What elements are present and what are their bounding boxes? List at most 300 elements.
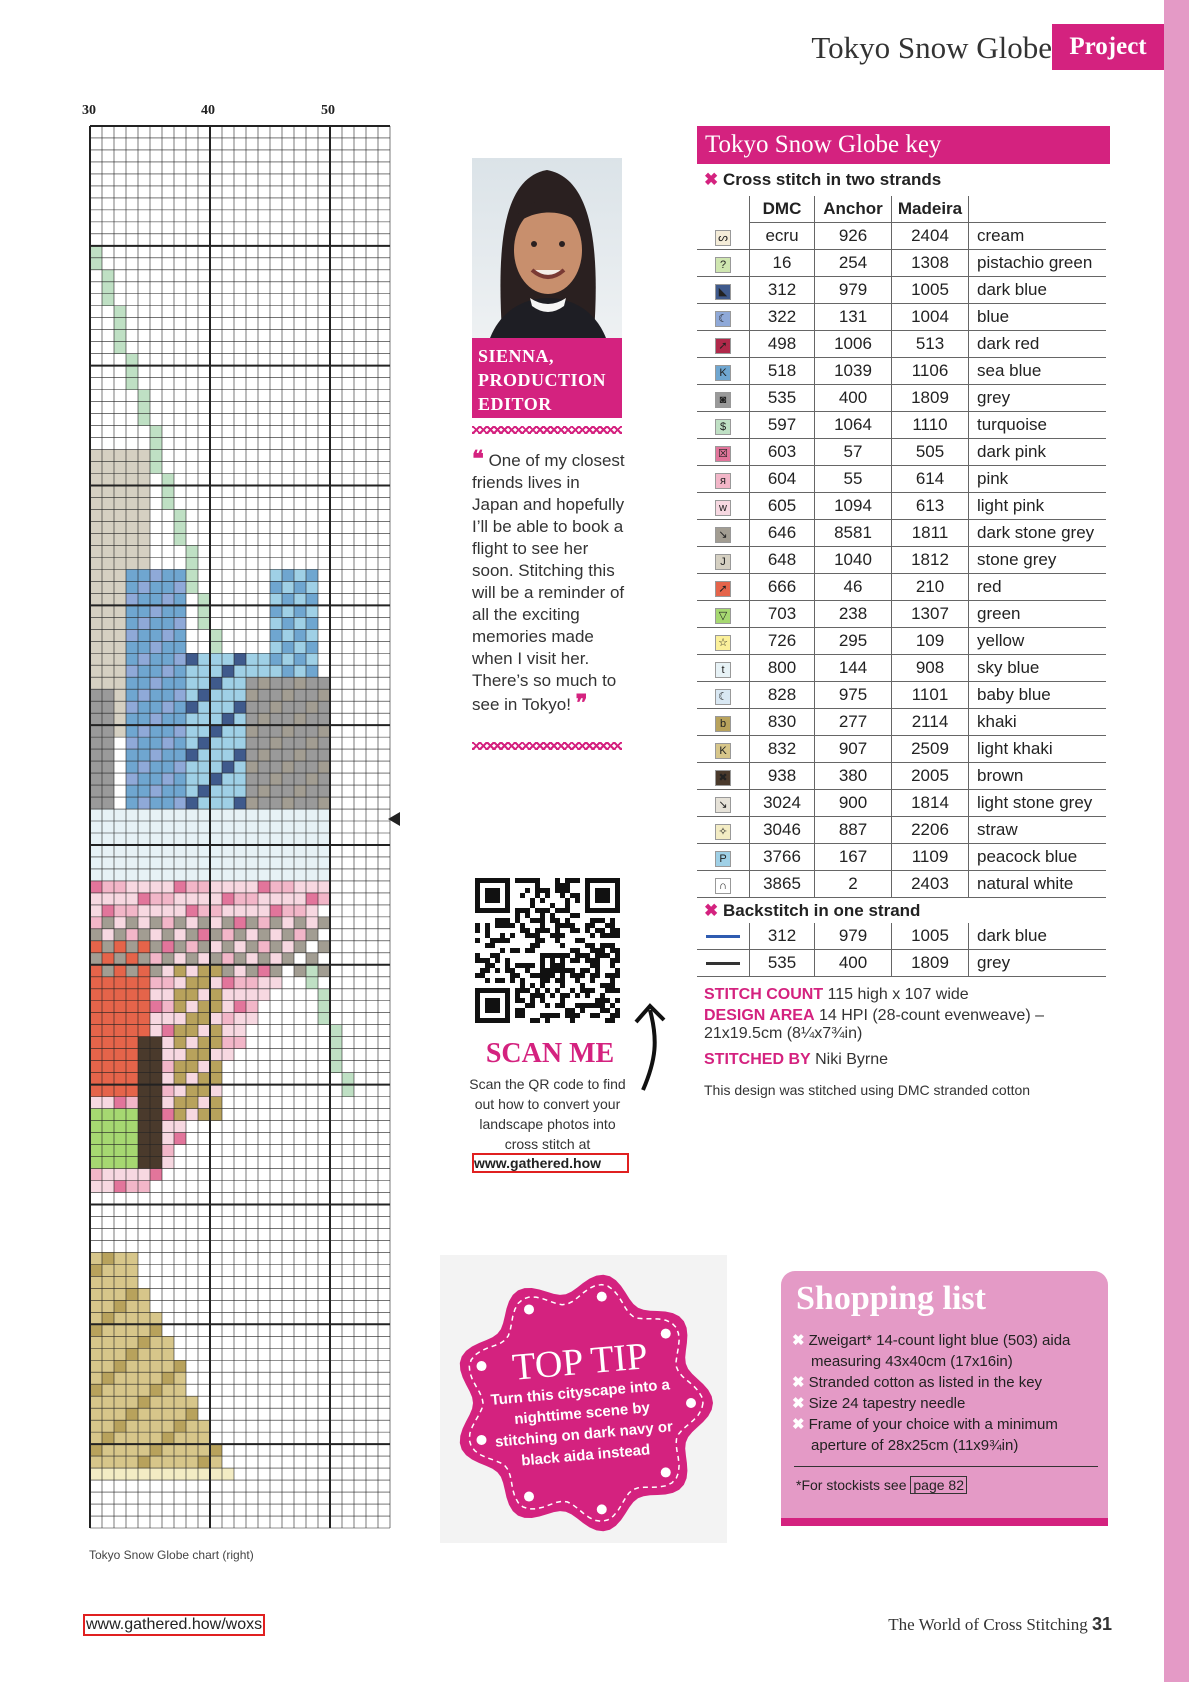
qr-module bbox=[485, 928, 490, 933]
stitch-cell bbox=[90, 1444, 102, 1456]
stitch-cell bbox=[138, 689, 150, 701]
stitch-cell bbox=[174, 617, 186, 629]
qr-module bbox=[550, 903, 555, 908]
stitch-cell bbox=[114, 1025, 126, 1037]
stitch-cell bbox=[186, 1085, 198, 1097]
stitch-cell bbox=[234, 677, 246, 689]
stitch-cell bbox=[138, 797, 150, 809]
stitch-cell bbox=[306, 701, 318, 713]
stitch-cell bbox=[186, 1420, 198, 1432]
design-info bbox=[704, 986, 1104, 1069]
stitch-cell bbox=[270, 917, 282, 929]
dmc-cell: 3865 bbox=[750, 871, 815, 898]
qr-module bbox=[510, 978, 515, 983]
qr-module bbox=[480, 973, 485, 978]
stitch-cell bbox=[150, 905, 162, 917]
stitch-cell bbox=[138, 1145, 150, 1157]
editor-name-label bbox=[472, 338, 622, 418]
qr-module bbox=[600, 1008, 605, 1013]
stitch-cell bbox=[198, 1097, 210, 1109]
stitch-cell bbox=[102, 617, 114, 629]
stitch-cell bbox=[150, 426, 162, 438]
stitch-cell bbox=[246, 977, 258, 989]
stitch-cell bbox=[114, 713, 126, 725]
stitch-cell bbox=[198, 1432, 210, 1444]
qr-module bbox=[560, 883, 565, 888]
stitch-cell bbox=[162, 1025, 174, 1037]
stitch-cell bbox=[114, 462, 126, 474]
stitch-cell bbox=[174, 1133, 186, 1145]
stitch-cell bbox=[258, 725, 270, 737]
stitch-cell bbox=[114, 1264, 126, 1276]
stitch-cell bbox=[186, 689, 198, 701]
dmc-cell: 597 bbox=[750, 412, 815, 439]
stitch-cell bbox=[114, 701, 126, 713]
key-row bbox=[697, 493, 1106, 520]
stitch-cell bbox=[162, 725, 174, 737]
stitch-cell bbox=[258, 953, 270, 965]
stitch-cell bbox=[258, 665, 270, 677]
stitch-cell bbox=[90, 1037, 102, 1049]
qr-module bbox=[485, 943, 490, 948]
qr-module bbox=[585, 968, 590, 973]
stitch-cell bbox=[246, 653, 258, 665]
qr-module bbox=[515, 1008, 520, 1013]
stitch-cell bbox=[114, 1133, 126, 1145]
stitch-cell bbox=[102, 1396, 114, 1408]
stitch-cell bbox=[234, 917, 246, 929]
stitch-cell bbox=[294, 617, 306, 629]
stitch-cell bbox=[102, 593, 114, 605]
stitch-cell bbox=[150, 1336, 162, 1348]
qr-module bbox=[475, 973, 480, 978]
stitch-cell bbox=[198, 761, 210, 773]
stitch-cell bbox=[126, 833, 138, 845]
stitch-cell bbox=[186, 581, 198, 593]
stitch-cell bbox=[138, 1097, 150, 1109]
stitch-cell bbox=[126, 1300, 138, 1312]
stitch-cell bbox=[138, 749, 150, 761]
stitch-cell bbox=[102, 641, 114, 653]
stitch-cell bbox=[126, 1073, 138, 1085]
design-area-label: DESIGN AREA bbox=[704, 1007, 815, 1024]
key-row bbox=[697, 709, 1106, 736]
stitch-cell bbox=[114, 1252, 126, 1264]
stitch-cell bbox=[282, 569, 294, 581]
stitch-cell bbox=[138, 881, 150, 893]
anchor-cell: 8581 bbox=[815, 520, 892, 547]
stitch-cell bbox=[102, 725, 114, 737]
qr-module bbox=[560, 888, 565, 893]
stitch-cell bbox=[126, 1252, 138, 1264]
qr-module bbox=[595, 998, 600, 1003]
stitch-cell bbox=[138, 1360, 150, 1372]
stitch-cell bbox=[114, 725, 126, 737]
stitch-cell bbox=[222, 989, 234, 1001]
stitch-cell bbox=[102, 809, 114, 821]
stitch-cell bbox=[234, 1037, 246, 1049]
cross-stitch-heading: ✖ Cross stitch in two strands bbox=[704, 170, 942, 189]
stitch-cell bbox=[114, 1468, 126, 1480]
dmc-cell: 648 bbox=[750, 547, 815, 574]
qr-module bbox=[490, 953, 495, 958]
stitch-cell bbox=[210, 761, 222, 773]
qr-module bbox=[545, 928, 550, 933]
stitch-cell bbox=[210, 641, 222, 653]
stitch-cell bbox=[114, 1324, 126, 1336]
qr-module bbox=[515, 918, 520, 923]
stitch-cell bbox=[90, 857, 102, 869]
stitch-cell bbox=[114, 1456, 126, 1468]
stitch-cell bbox=[294, 869, 306, 881]
stitch-cell bbox=[162, 497, 174, 509]
stitch-cell bbox=[174, 629, 186, 641]
cross-icon: ✖ bbox=[792, 1395, 805, 1412]
madeira-cell: 1308 bbox=[892, 250, 969, 277]
stitched-by-value: Niki Byrne bbox=[815, 1051, 889, 1068]
stitch-cell bbox=[90, 1085, 102, 1097]
badge-dot bbox=[524, 1492, 534, 1502]
stitch-cell bbox=[138, 1121, 150, 1133]
key-row bbox=[697, 385, 1106, 412]
stitch-cell bbox=[198, 989, 210, 1001]
stitch-cell bbox=[318, 857, 330, 869]
stitch-cell bbox=[210, 701, 222, 713]
stitch-cell bbox=[210, 941, 222, 953]
dmc-cell: 604 bbox=[750, 466, 815, 493]
stitch-cell bbox=[150, 1025, 162, 1037]
qr-module bbox=[575, 928, 580, 933]
stitch-cell bbox=[114, 450, 126, 462]
qr-module bbox=[545, 1003, 550, 1008]
qr-module bbox=[575, 953, 580, 958]
stitch-cell bbox=[114, 1300, 126, 1312]
column-header: Madeira bbox=[892, 196, 969, 223]
stitch-cell bbox=[102, 1360, 114, 1372]
stitch-cell bbox=[162, 749, 174, 761]
stitch-cell bbox=[138, 545, 150, 557]
stitch-cell bbox=[294, 833, 306, 845]
stitch-cell bbox=[90, 641, 102, 653]
qr-module bbox=[550, 913, 555, 918]
gathered-link[interactable]: www.gathered.how bbox=[472, 1153, 629, 1173]
qr-module bbox=[525, 928, 530, 933]
stitch-cell bbox=[162, 881, 174, 893]
dmc-cell: 666 bbox=[750, 574, 815, 601]
stitch-cell bbox=[150, 629, 162, 641]
dmc-cell: 3766 bbox=[750, 844, 815, 871]
stockists-page-link[interactable]: page 82 bbox=[910, 1476, 967, 1494]
stitch-cell bbox=[210, 797, 222, 809]
anchor-cell: 131 bbox=[815, 304, 892, 331]
stitch-cell bbox=[126, 509, 138, 521]
stitch-cell bbox=[294, 605, 306, 617]
qr-module bbox=[560, 998, 565, 1003]
stitch-cell bbox=[150, 977, 162, 989]
stitch-cell bbox=[222, 833, 234, 845]
stitch-cell bbox=[138, 713, 150, 725]
stitch-cell bbox=[138, 857, 150, 869]
stitch-cell bbox=[282, 785, 294, 797]
qr-module bbox=[500, 933, 505, 938]
stitch-cell bbox=[150, 929, 162, 941]
stitch-cell bbox=[318, 869, 330, 881]
qr-module bbox=[520, 878, 525, 883]
key-row bbox=[697, 763, 1106, 790]
stitch-cell bbox=[162, 893, 174, 905]
stitch-cell bbox=[90, 893, 102, 905]
qr-module bbox=[570, 973, 575, 978]
qr-module bbox=[540, 978, 545, 983]
stitch-cell bbox=[198, 701, 210, 713]
qr-module bbox=[490, 943, 495, 948]
qr-module bbox=[540, 973, 545, 978]
stitch-cell bbox=[186, 881, 198, 893]
stitch-cell bbox=[90, 1073, 102, 1085]
stitch-cell bbox=[174, 785, 186, 797]
qr-module bbox=[555, 883, 560, 888]
stitch-cell bbox=[138, 1300, 150, 1312]
stitch-cell bbox=[186, 785, 198, 797]
stitch-cell bbox=[138, 605, 150, 617]
qr-module bbox=[605, 923, 610, 928]
qr-module bbox=[540, 963, 545, 968]
stitch-cell bbox=[126, 653, 138, 665]
stitch-cell bbox=[174, 1384, 186, 1396]
qr-module bbox=[515, 908, 520, 913]
madeira-cell: 1109 bbox=[892, 844, 969, 871]
stitch-cell bbox=[90, 246, 102, 258]
stitch-cell bbox=[126, 1133, 138, 1145]
stitch-cell bbox=[174, 821, 186, 833]
stitch-cell bbox=[90, 1276, 102, 1288]
stitch-cell bbox=[198, 809, 210, 821]
qr-module bbox=[575, 1013, 580, 1018]
stitch-cell bbox=[198, 821, 210, 833]
stitch-cell bbox=[186, 917, 198, 929]
stitch-cell bbox=[126, 1468, 138, 1480]
stitch-cell bbox=[90, 725, 102, 737]
divider bbox=[794, 1466, 1098, 1467]
stitch-cell bbox=[150, 1384, 162, 1396]
stitch-cell bbox=[138, 773, 150, 785]
stitch-cell bbox=[102, 485, 114, 497]
qr-module bbox=[495, 923, 500, 928]
stitch-cell bbox=[318, 701, 330, 713]
stitch-cell bbox=[150, 917, 162, 929]
qr-module bbox=[605, 973, 610, 978]
stitch-cell bbox=[246, 677, 258, 689]
stitch-cell bbox=[102, 689, 114, 701]
stitch-cell bbox=[126, 713, 138, 725]
shopping-list bbox=[792, 1330, 1102, 1456]
stitch-cell bbox=[114, 1408, 126, 1420]
qr-module bbox=[475, 928, 480, 933]
qr-module bbox=[585, 928, 590, 933]
qr-module bbox=[565, 923, 570, 928]
stitch-cell bbox=[126, 605, 138, 617]
stitch-cell bbox=[126, 1037, 138, 1049]
qr-module bbox=[555, 923, 560, 928]
qr-code-icon[interactable] bbox=[475, 878, 620, 1023]
stitch-cell bbox=[246, 809, 258, 821]
stitch-cell bbox=[306, 593, 318, 605]
qr-module bbox=[600, 928, 605, 933]
stitch-cell bbox=[114, 593, 126, 605]
qr-module bbox=[555, 988, 560, 993]
qr-module bbox=[535, 1018, 540, 1023]
stitch-cell bbox=[150, 713, 162, 725]
qr-module bbox=[480, 968, 485, 973]
stitch-cell bbox=[222, 977, 234, 989]
qr-module bbox=[590, 973, 595, 978]
stitch-cell bbox=[294, 689, 306, 701]
qr-module bbox=[515, 948, 520, 953]
qr-module bbox=[575, 913, 580, 918]
stitch-cell bbox=[294, 785, 306, 797]
qr-module bbox=[540, 928, 545, 933]
stitch-cell bbox=[162, 593, 174, 605]
stitch-cell bbox=[318, 761, 330, 773]
stitch-cell bbox=[222, 881, 234, 893]
qr-module bbox=[565, 968, 570, 973]
qr-module bbox=[595, 1013, 600, 1018]
stitch-cell bbox=[162, 1001, 174, 1013]
stitch-cell bbox=[234, 665, 246, 677]
stitch-cell bbox=[198, 1456, 210, 1468]
stitch-cell bbox=[102, 1013, 114, 1025]
qr-module bbox=[535, 883, 540, 888]
anchor-cell: 254 bbox=[815, 250, 892, 277]
thread-symbol-icon: ✖ bbox=[697, 763, 750, 790]
stitch-cell bbox=[210, 953, 222, 965]
stitch-cell bbox=[186, 749, 198, 761]
stitch-cell bbox=[282, 869, 294, 881]
qr-module bbox=[505, 923, 510, 928]
stitch-cell bbox=[246, 773, 258, 785]
thread-symbol-icon: я bbox=[697, 466, 750, 493]
qr-module bbox=[610, 1013, 615, 1018]
stitch-cell bbox=[174, 593, 186, 605]
thread-symbol-icon: $ bbox=[697, 412, 750, 439]
qr-module bbox=[575, 948, 580, 953]
stitch-cell bbox=[246, 953, 258, 965]
stitch-cell bbox=[150, 1049, 162, 1061]
stitch-cell bbox=[102, 1384, 114, 1396]
stitch-cell bbox=[138, 845, 150, 857]
stitch-cell bbox=[210, 977, 222, 989]
dmc-cell: 312 bbox=[750, 923, 815, 950]
backstitch-line-icon bbox=[697, 950, 750, 977]
qr-module bbox=[565, 908, 570, 913]
stitch-cell bbox=[138, 665, 150, 677]
qr-module bbox=[520, 928, 525, 933]
stitch-cell bbox=[162, 1013, 174, 1025]
stitch-cell bbox=[162, 977, 174, 989]
stitch-cell bbox=[126, 1420, 138, 1432]
color-name-cell: dark blue bbox=[969, 923, 1107, 950]
qr-module bbox=[610, 923, 615, 928]
stitch-cell bbox=[270, 641, 282, 653]
qr-module bbox=[525, 988, 530, 993]
stitch-cell bbox=[150, 833, 162, 845]
stitch-cell bbox=[258, 845, 270, 857]
stitch-cell bbox=[234, 833, 246, 845]
backstitch-heading: ✖ Backstitch in one strand bbox=[704, 901, 921, 920]
madeira-cell: 1004 bbox=[892, 304, 969, 331]
stitch-cell bbox=[138, 1061, 150, 1073]
key-row bbox=[697, 871, 1106, 898]
stitch-cell bbox=[270, 881, 282, 893]
anchor-cell: 400 bbox=[815, 950, 892, 977]
qr-module bbox=[615, 928, 620, 933]
qr-module bbox=[590, 923, 595, 928]
backstitch-row bbox=[697, 923, 1106, 950]
stitch-cell bbox=[282, 881, 294, 893]
stitch-cell bbox=[186, 845, 198, 857]
website-link[interactable]: www.gathered.how/woxs bbox=[83, 1614, 265, 1636]
stitch-cell bbox=[102, 833, 114, 845]
qr-module bbox=[590, 978, 595, 983]
stitch-cell bbox=[162, 1420, 174, 1432]
stitch-cell bbox=[294, 965, 306, 977]
color-name-cell: grey bbox=[969, 385, 1107, 412]
qr-module bbox=[510, 933, 515, 938]
qr-module bbox=[570, 913, 575, 918]
qr-module bbox=[565, 883, 570, 888]
anchor-cell: 2 bbox=[815, 871, 892, 898]
qr-module bbox=[585, 988, 590, 993]
stitch-cell bbox=[90, 533, 102, 545]
stitch-cell bbox=[210, 989, 222, 1001]
qr-module bbox=[580, 938, 585, 943]
stitch-cell bbox=[198, 605, 210, 617]
qr-module bbox=[595, 928, 600, 933]
stitch-cell bbox=[162, 809, 174, 821]
stitch-cell bbox=[162, 1432, 174, 1444]
stitch-cell bbox=[174, 509, 186, 521]
stitch-cell bbox=[342, 1085, 354, 1097]
stitch-cell bbox=[246, 893, 258, 905]
stitch-cell bbox=[234, 845, 246, 857]
stitch-cell bbox=[198, 845, 210, 857]
qr-module bbox=[610, 978, 615, 983]
stitch-cell bbox=[198, 785, 210, 797]
qr-module bbox=[610, 958, 615, 963]
stitch-cell bbox=[186, 1396, 198, 1408]
qr-module bbox=[515, 993, 520, 998]
qr-module bbox=[610, 933, 615, 938]
madeira-cell: 2206 bbox=[892, 817, 969, 844]
qr-module bbox=[580, 1008, 585, 1013]
qr-module bbox=[495, 978, 500, 983]
qr-module bbox=[515, 963, 520, 968]
stitch-cell bbox=[306, 833, 318, 845]
stitch-cell bbox=[222, 941, 234, 953]
stitch-cell bbox=[162, 713, 174, 725]
stitch-cell bbox=[186, 869, 198, 881]
thread-key-table bbox=[697, 196, 1106, 898]
stitch-cell bbox=[210, 1001, 222, 1013]
stitch-cell bbox=[150, 869, 162, 881]
stitch-cell bbox=[90, 1169, 102, 1181]
stitch-cell bbox=[174, 1025, 186, 1037]
stitch-cell bbox=[102, 1037, 114, 1049]
stitch-cell bbox=[174, 1360, 186, 1372]
stitch-cell bbox=[282, 893, 294, 905]
stitch-cell bbox=[90, 1109, 102, 1121]
stitch-cell bbox=[126, 941, 138, 953]
